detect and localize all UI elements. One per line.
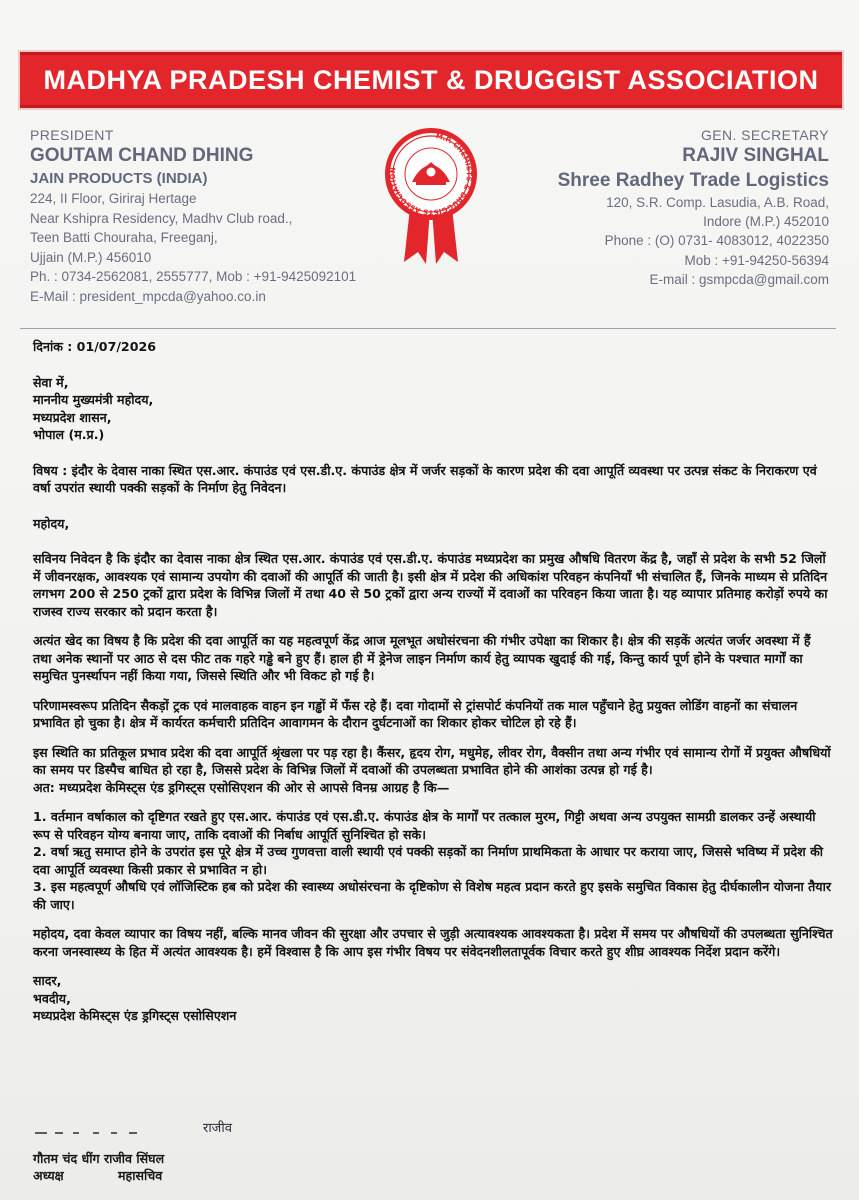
request-item: 2. वर्षा ऋतु समाप्त होने के उपरांत इस पूरे क्षेत्र में उच्च गुणवत्ता वाली स्थायी एवं पक्की सड़कों का निर्माण प्राथमिकता के आधार पर कराया जाए, जिससे भविष्य में प्रदेश की दवा आपूर्ति व्यवस्था किसी प्रकार से प्रभावित न हो। [33,844,824,877]
recipient-line: सेवा में, [33,374,69,390]
request-item: 3. इस महत्वपूर्ण औषधि एवं लॉजिस्टिक हब को प्रदेश की स्वास्थ्य अधोसंरचना के दृष्टिकोण से विशेष महत्व प्रदान करते हुए इसके समुचित विकास हेतु दीर्घकालीन योजना तैयार की जाए। [33,879,832,912]
closing-line: मध्यप्रदेश केमिस्ट्स एंड ड्रगिस्ट्स एसोसिएशन [33,1008,237,1023]
paragraph: अत: मध्यप्रदेश केमिस्ट्स एंड ड्रगिस्ट्स एसोसिएशन की ओर से आपसे विनम्र आग्रह है कि— [33,779,450,795]
association-name: MADHYA PRADESH CHEMIST & DRUGGIST ASSOCIATION [43,64,819,95]
recipient-line: भोपाल (म.प्र.) [33,427,105,442]
secretary-address-line: Indore (M.P.) 452010 [703,214,829,230]
paragraph: अत्यंत खेद का विषय है कि प्रदेश की दवा आपूर्ति का यह महत्वपूर्ण केंद्र आज मूलभूत अधोसंरचना की गंभीर उपेक्षा का शिकार है। क्षेत्र की सड़कें अत्यंत जर्जर अवस्था में हैं तथा अनेक स्थानों पर आठ से दस फीट तक गहरे गड्ढे बने हुए हैं। हाल ही में ड्रेनेज लाइन निर्माण कार्य हेतु व्यापक खुदाई की गई, किन्तु कार्य पूर्ण होने के पश्चात मार्गों का समुचित पुनर्स्थापन नहीं किया गया, जिससे स्थिति और भी विकट हो गई है। [33,633,811,683]
paragraph: सविनय निवेदन है कि इंदौर का देवास नाका क्षेत्र स्थित एस.आर. कंपाउंड एवं एस.डी.ए. कंपाउंड मध्यप्रदेश का प्रमुख औषधि वितरण केंद्र है, जहाँ से प्रदेश के सभी 52 जिलों में जीवनरक्षक, आवश्यक एवं सामान्य उपयोग की दवाओं की आपूर्ति की जाती है। इसी क्षेत्र में प्रदेश की अधिकांश परिवहन कंपनियाँ भी संचालित हैं, जिनके माध्यम से प्रतिदिन लगभग 200 से 250 ट्रकों द्वारा प्रदेश के विभिन्न जिलों में तथा 40 से 50 ट्रकों द्वारा अन्य राज्यों में दवाओं का परिवहन किया जाता है। यह व्यापार प्रतिमाह करोड़ों रुपये का राजस्व राज्य सरकार को प्रदान करता है। [33,551,828,619]
president-address-line: Ujjain (M.P.) 456010 [30,249,152,265]
president-address-line: 224, II Floor, Giriraj Hertage [30,191,197,206]
secretary-role: GEN. SECRETARY [701,127,829,143]
header-divider [20,328,836,329]
title-president: अध्यक्ष [33,1168,64,1183]
signature-row [33,1118,333,1148]
title-secretary: महासचिव [118,1168,163,1183]
secretary-address-line: 120, S.R. Comp. Lasudia, A.B. Road, [606,195,829,210]
paragraph: महोदय, दवा केवल व्यापार का विषय नहीं, बल्कि मानव जीवन की सुरक्षा और उपचार से जुड़ी अत्यावश्यक आवश्यकता है। प्रदेश में समय पर औषधियों की उपलब्धता सुनिश्चित करना जनस्वास्थ्य के हित में अत्यंत आवश्यक है। हमें विश्वास है कि आप इस गंभीर विषय पर संवेदनशीलतापूर्वक विचार करते हुए शीघ्र आवश्यक निर्देश प्रदान करेंगे। [33,926,833,959]
letterhead-banner [20,52,842,108]
secretary-phone: Phone : (O) 0731- 4083012, 4022350 [604,233,829,249]
president-phone: Ph. : 0734-2562081, 2555777, Mob : +91-9425092101 [30,269,357,285]
president-name: GOUTAM CHAND DHING [30,145,254,166]
closing-line: सादर, [33,973,62,988]
president-address-line: Teen Batti Chouraha, Freeganj, [30,230,218,246]
closing-line: भवदीय, [33,990,71,1006]
secretary-mobile: Mob : +91-94250-56394 [684,252,829,268]
letter-subject: विषय : इंदौर के देवास नाका स्थित एस.आर. कंपाउंड एवं एस.डी.ए. कंपाउंड क्षेत्र में जर्जर सड़कों के कारण प्रदेश की दवा आपूर्ति व्यवस्था पर उत्पन्न संकट के निराकरण एवं वर्षा उपरांत स्थायी पक्की सड़कों के निर्माण हेतु निवेदन। [33,462,817,495]
president-firm: JAIN PRODUCTS (INDIA) [30,170,208,187]
president-block [30,126,430,307]
secretary-block [449,126,829,289]
request-item: 1. वर्तमान वर्षाकाल को दृष्टिगत रखते हुए एस.आर. कंपाउंड एवं एस.डी.ए. कंपाउंड क्षेत्र के मार्गों पर तत्काल मुरम, गिट्टी अथवा अन्य उपयुक्त सामग्री डालकर उन्हें अस्थायी रूप से परिवहन योग्य बनाया जाए, ताकि दवाओं की निर्बाध आपूर्ति सुनिश्चित हो सके। [33,809,816,842]
recipient-line: मध्यप्रदेश शासन, [33,409,112,425]
paragraph: परिणामस्वरूप प्रतिदिन सैकड़ों ट्रक एवं मालवाहक वाहन इन गड्ढों में फँस रहे हैं। दवा गोदामों से ट्रांसपोर्ट कंपनियों तक माल पहुँचाने हेतु प्रयुक्त लोडिंग वाहनों का संचालन प्रभावित हो चुका है। क्षेत्र में कार्यरत कर्मचारी प्रतिदिन आवागमन के दौरान दुर्घटनाओं का शिकार होकर चोटिल हो रहे हैं। [33,697,798,730]
president-address-line: Near Kshipra Residency, Madhv Club road., [30,210,293,226]
letter-body [33,338,833,1025]
secretary-name: RAJIV SINGHAL [682,145,829,166]
emblem-ring-text: M.P. CHEMISTS & DRUGGISTS ASSOCIATION [388,132,473,217]
signatories-block [33,1150,433,1184]
signature-mark-icon [33,1130,143,1136]
signatory-names: गौतम चंद धींग राजीव सिंघल [33,1151,165,1166]
secretary-email: E-mail : gsmpcda@gmail.com [649,271,829,287]
paragraph: इस स्थिति का प्रतिकूल प्रभाव प्रदेश की दवा आपूर्ति श्रृंखला पर पड़ रहा है। कैंसर, हृदय रोग, मधुमेह, लीवर रोग, वैक्सीन तथा अन्य गंभीर एवं सामान्य रोगों में प्रयुक्त औषधियों का समय पर डिस्पैच बाधित हो रहा है, जिससे प्रदेश के विभिन्न जिलों में दवाओं की उपलब्धता प्रभावित होने की आशंका उत्पन्न हो गई है। [33,744,831,777]
president-email: E-Mail : president_mpcda@yahoo.co.in [30,288,266,304]
secretary-firm: Shree Radhey Trade Logistics [557,170,829,191]
letter-date: दिनांक : 01/07/2026 [33,339,156,354]
recipient-line: माननीय मुख्यमंत्री महोदय, [33,392,154,407]
salutation: महोदय, [33,515,70,531]
signature-scribble: राजीव [203,1121,232,1136]
president-role: PRESIDENT [30,127,114,143]
